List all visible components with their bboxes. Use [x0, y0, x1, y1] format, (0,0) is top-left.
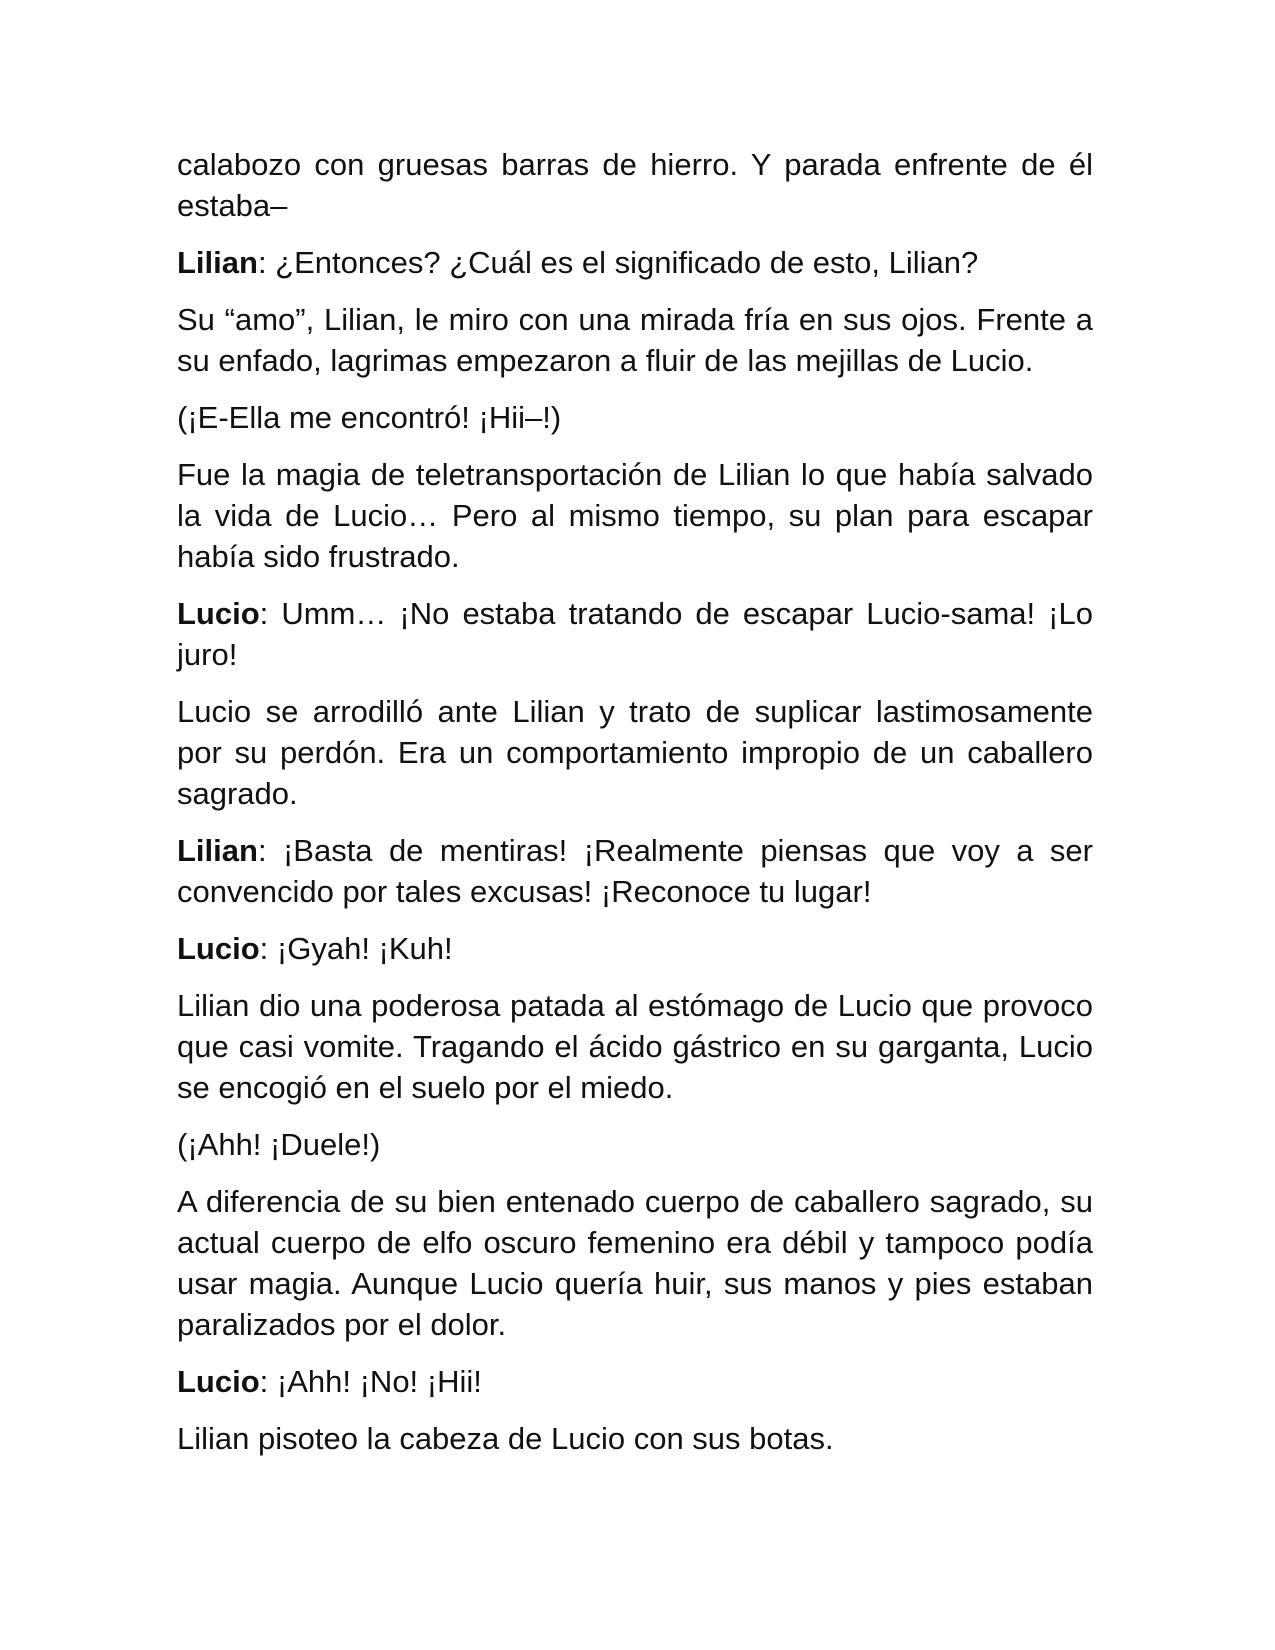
paragraph-text: calabozo con gruesas barras de hierro. Y parada enfrente de él estaba–: [177, 147, 1093, 223]
page-body: [177, 144, 1093, 1475]
dialogue-paragraph: [177, 830, 1093, 912]
dialogue-paragraph: [177, 242, 1093, 283]
dialogue-paragraph: [177, 928, 1093, 969]
dialogue-text: : ¡Basta de mentiras! ¡Realmente piensas que voy a ser convencido por tales excusas! ¡Reconoce tu lugar!: [177, 833, 1093, 909]
narration-paragraph: [177, 1124, 1093, 1165]
paragraph-text: Su “amo”, Lilian, le miro con una mirada fría en sus ojos. Frente a su enfado, lagrimas empezaron a fluir de las mejillas de Lucio.: [177, 302, 1093, 378]
narration-paragraph: [177, 691, 1093, 814]
paragraph-text: Fue la magia de teletransportación de Lilian lo que había salvado la vida de Lucio… Pero al mismo tiempo, su plan para escapar había sido frustrado.: [177, 457, 1093, 574]
dialogue-paragraph: [177, 593, 1093, 675]
dialogue-paragraph: [177, 1361, 1093, 1402]
narration-paragraph: [177, 985, 1093, 1108]
paragraph-text: (¡Ahh! ¡Duele!): [177, 1127, 381, 1162]
dialogue-text: : ¿Entonces? ¿Cuál es el significado de esto, Lilian?: [257, 245, 979, 280]
speaker-name: Lucio: [177, 1364, 260, 1399]
dialogue-text: : ¡Gyah! ¡Kuh!: [259, 931, 453, 966]
dialogue-text: : Umm… ¡No estaba tratando de escapar Lucio-sama! ¡Lo juro!: [177, 596, 1093, 672]
narration-paragraph: [177, 454, 1093, 577]
paragraph-text: (¡E-Ella me encontró! ¡Hii–!): [177, 400, 562, 435]
speaker-name: Lilian: [177, 833, 258, 868]
narration-paragraph: [177, 1418, 1093, 1459]
narration-paragraph: [177, 1181, 1093, 1345]
speaker-name: Lilian: [177, 245, 258, 280]
narration-paragraph: [177, 299, 1093, 381]
paragraph-text: Lilian pisoteo la cabeza de Lucio con sus botas.: [177, 1421, 834, 1456]
dialogue-text: : ¡Ahh! ¡No! ¡Hii!: [259, 1364, 482, 1399]
speaker-name: Lucio: [177, 596, 260, 631]
paragraph-text: Lilian dio una poderosa patada al estómago de Lucio que provoco que casi vomite. Tragando el ácido gástrico en su garganta, Lucio se encogió en el suelo por el miedo.: [177, 988, 1093, 1105]
narration-paragraph: [177, 397, 1093, 438]
paragraph-text: Lucio se arrodilló ante Lilian y trato de suplicar lastimosamente por su perdón. Era un comportamiento impropio de un caballero sagrado.: [177, 694, 1093, 811]
paragraph-text: A diferencia de su bien entenado cuerpo de caballero sagrado, su actual cuerpo de elfo oscuro femenino era débil y tampoco podía usar magia. Aunque Lucio quería huir, sus manos y pies estaban paralizados por el dolor.: [177, 1184, 1093, 1342]
narration-paragraph: [177, 144, 1093, 226]
speaker-name: Lucio: [177, 931, 260, 966]
